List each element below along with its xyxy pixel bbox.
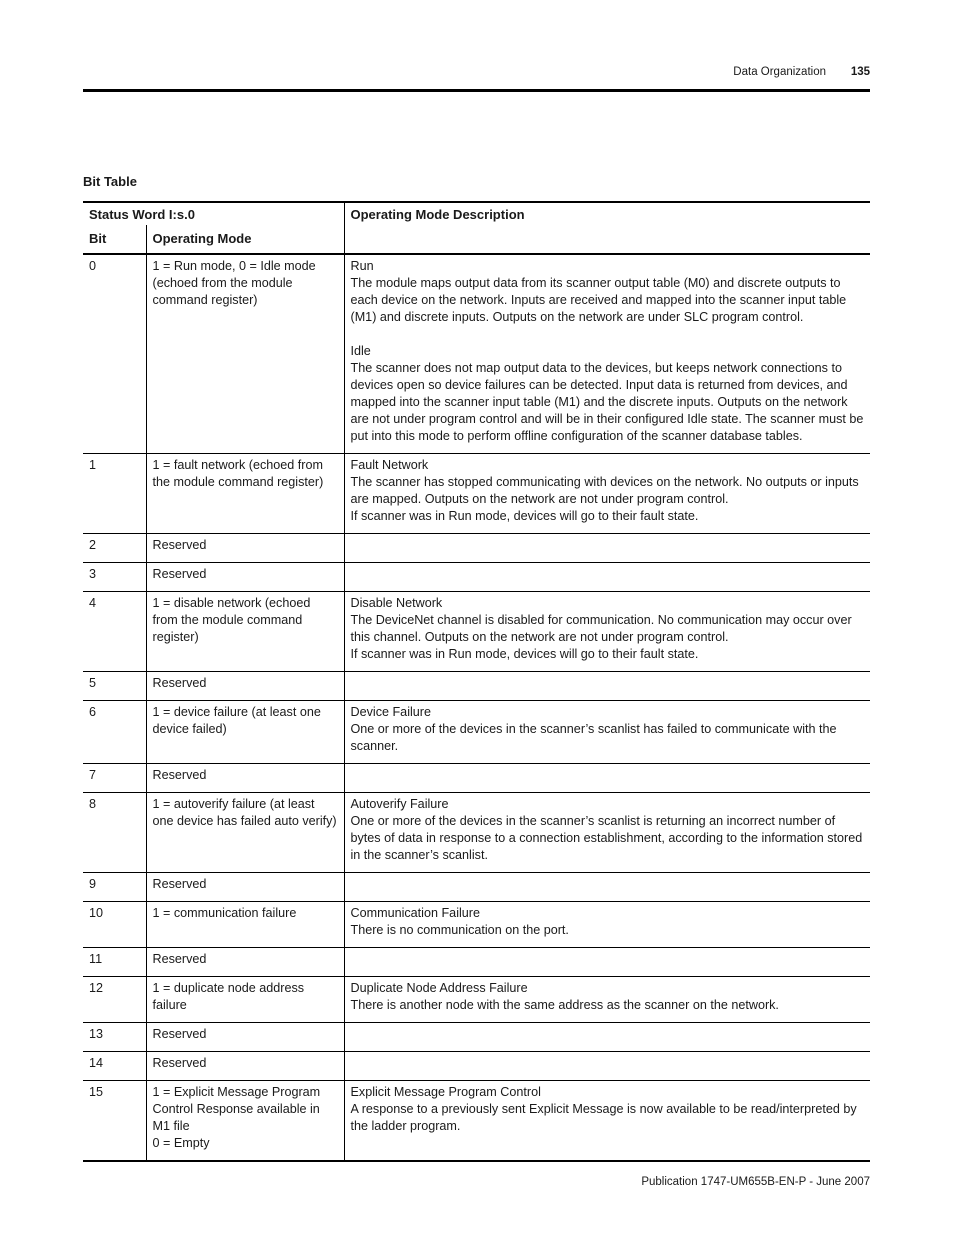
- bit-cell: 2: [83, 534, 146, 563]
- operating-mode-cell: [146, 701, 344, 764]
- operating-mode-cell: [146, 1052, 344, 1081]
- description-title: Idle: [350, 344, 371, 358]
- description-body: There is no communication on the port.: [350, 923, 569, 937]
- table-row: [83, 701, 870, 764]
- bit-cell: 1: [83, 454, 146, 534]
- publication-footer: Publication 1747-UM655B-EN-P - June 2007: [641, 1176, 870, 1188]
- description-cell: [344, 454, 870, 534]
- operating-mode-cell: [146, 764, 344, 793]
- bit-cell: 8: [83, 793, 146, 873]
- operating-mode-cell: [146, 254, 344, 454]
- paragraph-gap: [351, 326, 865, 343]
- description-cell: [344, 948, 870, 977]
- bit-cell: 14: [83, 1052, 146, 1081]
- operating-mode-cell: [146, 977, 344, 1023]
- operating-mode-text: 1 = fault network (echoed from the module command register): [152, 458, 324, 489]
- description-body: The module maps output data from its scanner output table (M0) and discrete outputs to each device on the network. Inputs are received and mapped into the scanner input table (M1) and discrete inputs. Outputs on the network are under SLC program control.: [350, 276, 847, 324]
- description-title: Disable Network: [350, 596, 443, 610]
- operating-mode-text: Reserved: [152, 877, 207, 891]
- table-row: [83, 672, 870, 701]
- description-body: The scanner does not map output data to the devices, but keeps network connections to devices open so device failures can be detected. Input data is returned from devices, and mapped into the scanner input table (M1) and the discrete inputs. Outputs on the network are not under program control and will be in their configured Idle state. The scanner must be put into this mode to perform offline configuration of the scanner database tables.: [350, 361, 864, 443]
- description-cell: [344, 534, 870, 563]
- header-rule: [83, 89, 870, 92]
- bit-cell: 5: [83, 672, 146, 701]
- header-status-word: Status Word I:s.0: [83, 202, 344, 225]
- operating-mode-extra: 0 = Empty: [152, 1136, 210, 1150]
- description-cell: [344, 764, 870, 793]
- operating-mode-cell: [146, 534, 344, 563]
- operating-mode-text: 1 = device failure (at least one device failed): [152, 705, 321, 736]
- description-body: A response to a previously sent Explicit Message is now available to be read/interpreted by the ladder program.: [350, 1102, 857, 1133]
- operating-mode-text: Reserved: [152, 768, 207, 782]
- table-row: [83, 902, 870, 948]
- table-row: [83, 793, 870, 873]
- description-body: There is another node with the same address as the scanner on the network.: [350, 998, 779, 1012]
- operating-mode-text: 1 = disable network (echoed from the module command register): [152, 596, 311, 644]
- operating-mode-text: 1 = duplicate node address failure: [152, 981, 305, 1012]
- description-title: Explicit Message Program Control: [350, 1085, 541, 1099]
- operating-mode-text: Reserved: [152, 567, 207, 581]
- bit-cell: 0: [83, 254, 146, 454]
- operating-mode-cell: [146, 1023, 344, 1052]
- table-row: [83, 1081, 870, 1162]
- table-row: [83, 764, 870, 793]
- description-cell: [344, 254, 870, 454]
- header-operating-mode-description: Operating Mode Description: [344, 202, 870, 254]
- operating-mode-cell: [146, 948, 344, 977]
- bit-cell: 10: [83, 902, 146, 948]
- operating-mode-cell: [146, 672, 344, 701]
- table-row: [83, 254, 870, 454]
- table-row: [83, 563, 870, 592]
- operating-mode-cell: [146, 1081, 344, 1162]
- description-title: Fault Network: [350, 458, 429, 472]
- description-note: If scanner was in Run mode, devices will go to their fault state.: [350, 509, 699, 523]
- description-cell: [344, 793, 870, 873]
- operating-mode-cell: [146, 873, 344, 902]
- description-note: If scanner was in Run mode, devices will go to their fault state.: [350, 647, 699, 661]
- header-section-title: Data Organization: [733, 66, 826, 78]
- bit-cell: 12: [83, 977, 146, 1023]
- description-cell: [344, 1052, 870, 1081]
- description-cell: [344, 563, 870, 592]
- operating-mode-text: 1 = Run mode, 0 = Idle mode (echoed from the module command register): [152, 259, 316, 307]
- operating-mode-cell: [146, 563, 344, 592]
- description-cell: [344, 1081, 870, 1162]
- description-title: Autoverify Failure: [350, 797, 449, 811]
- bit-cell: 3: [83, 563, 146, 592]
- description-body: One or more of the devices in the scanner’s scanlist is returning an incorrect number of bytes of data in response to a connection establishment, according to the information stored in the scanner’s scanlist.: [350, 814, 863, 862]
- table-row: [83, 592, 870, 672]
- table-row: [83, 873, 870, 902]
- description-cell: [344, 873, 870, 902]
- operating-mode-text: Reserved: [152, 952, 207, 966]
- operating-mode-text: Reserved: [152, 676, 207, 690]
- bit-cell: 7: [83, 764, 146, 793]
- table-row: [83, 1023, 870, 1052]
- bit-cell: 4: [83, 592, 146, 672]
- table-row: [83, 1052, 870, 1081]
- description-cell: [344, 1023, 870, 1052]
- bit-cell: 13: [83, 1023, 146, 1052]
- description-body: The DeviceNet channel is disabled for communication. No communication may occur over this channel. Outputs on the network are not under program control.: [350, 613, 852, 644]
- table-row: [83, 948, 870, 977]
- table-title: Bit Table: [83, 174, 137, 189]
- operating-mode-cell: [146, 902, 344, 948]
- operating-mode-text: 1 = autoverify failure (at least one device has failed auto verify): [152, 797, 337, 828]
- operating-mode-cell: [146, 592, 344, 672]
- description-cell: [344, 672, 870, 701]
- description-title: Communication Failure: [350, 906, 480, 920]
- description-body: The scanner has stopped communicating with devices on the network. No outputs or inputs are mapped. Outputs on the network are not under program control.: [350, 475, 859, 506]
- bit-cell: 11: [83, 948, 146, 977]
- table-row: [83, 454, 870, 534]
- operating-mode-text: Reserved: [152, 1056, 207, 1070]
- bit-cell: 15: [83, 1081, 146, 1162]
- operating-mode-cell: [146, 793, 344, 873]
- header-bit: Bit: [83, 225, 146, 254]
- description-title: Duplicate Node Address Failure: [350, 981, 528, 995]
- description-title: Run: [350, 259, 374, 273]
- table-row: [83, 534, 870, 563]
- header-operating-mode: Operating Mode: [146, 225, 344, 254]
- description-cell: [344, 592, 870, 672]
- operating-mode-text: Reserved: [152, 1027, 207, 1041]
- operating-mode-text: 1 = Explicit Message Program Control Response available in M1 file: [152, 1085, 321, 1133]
- page-number: 135: [850, 66, 870, 78]
- table-row: [83, 977, 870, 1023]
- description-body: One or more of the devices in the scanner’s scanlist has failed to communicate with the scanner.: [350, 722, 837, 753]
- bit-cell: 6: [83, 701, 146, 764]
- operating-mode-text: Reserved: [152, 538, 207, 552]
- operating-mode-cell: [146, 454, 344, 534]
- bit-table: [83, 201, 870, 1162]
- page-header: [83, 66, 870, 82]
- description-cell: [344, 977, 870, 1023]
- bit-cell: 9: [83, 873, 146, 902]
- description-cell: [344, 701, 870, 764]
- operating-mode-text: 1 = communication failure: [152, 906, 297, 920]
- description-cell: [344, 902, 870, 948]
- description-title: Device Failure: [350, 705, 431, 719]
